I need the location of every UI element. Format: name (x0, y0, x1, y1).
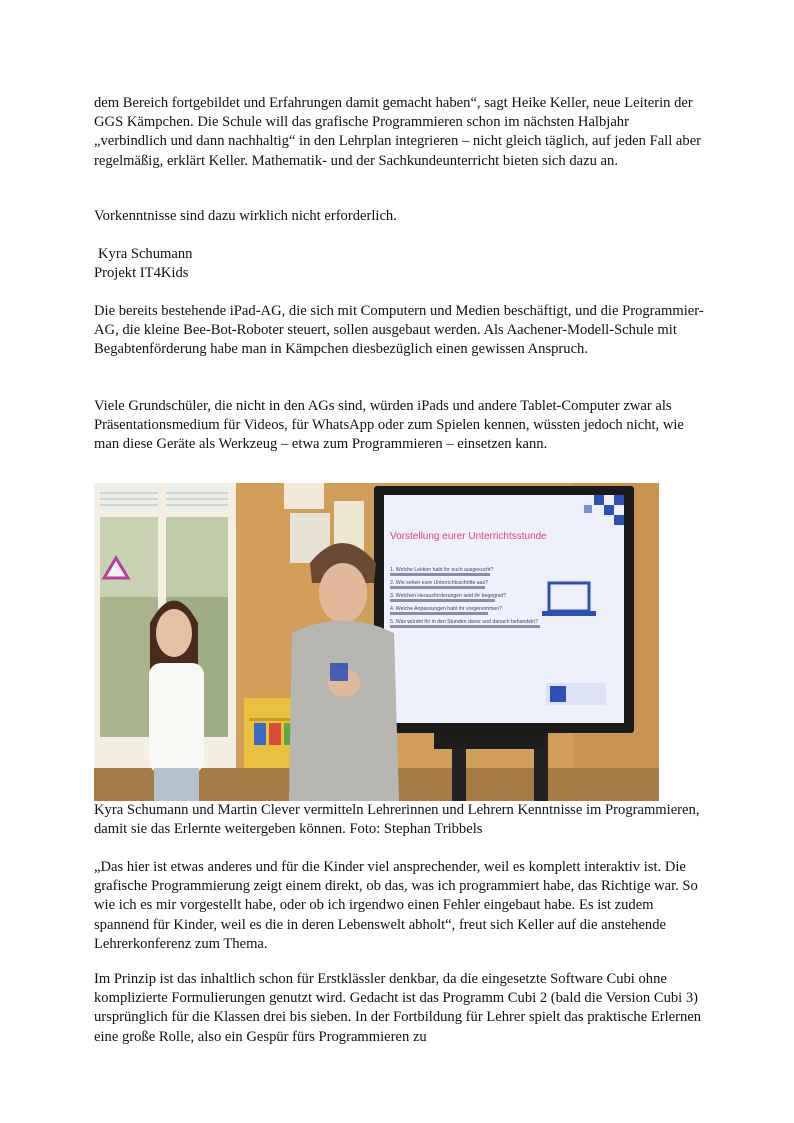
photo-caption (94, 801, 704, 839)
paragraph-keller-quote (94, 858, 704, 954)
screen-list-item: 2. Wie sehen eure Unterrichtsschritte aus? (390, 580, 489, 586)
caption-text: Kyra Schumann und Martin Clever vermitteln Lehrerinnen und Lehrern Kenntnisse im Programmieren, damit sie das Erlernte weitergeben können. Foto: Stephan Tribbels (94, 802, 700, 838)
paragraph-prerequisites (94, 207, 704, 226)
screen-list-item: 3. Welchen Herausforderungen seid ihr begegnet? (390, 593, 507, 599)
paragraph-text: Im Prinzip ist das inhaltlich schon für Erstklässler denkbar, da die eingesetzte Software Cubi ohne komplizierte Formulierungen genutzt wird. Gedacht ist das Programm Cubi 2 (bald die Version Cubi 3) ursprünglich für die Klassen drei bis sieben. In der Fortbildung für Lehrer spielt das praktische Erlernen eine große Rolle, also ein Gespür fürs Programmieren zu (94, 971, 702, 1045)
screen-title: Vorstellung eurer Unterrichtsstunde (390, 531, 547, 542)
paragraph-text: Die bereits bestehende iPad-AG, die sich mit Computern und Medien beschäftigt, und die Programmier-AG, die kleine Bee-Bot-Roboter steuert, sollen ausgebaut werden. Als Aachener-Modell-Schule mit Begabtenförderung habe man in Kämpchen diesbezüglich einen gewissen Anspruch. (94, 303, 704, 358)
paragraph-text: Viele Grundschüler, die nicht in den AGs sind, würden iPads und andere Tablet-Computer zwar als Präsentationsmedium für Videos, für WhatsApp oder zum Spielen kennen, wüssten jedoch nicht, wie man diese Geräte als Werkzeug – etwa zum Programmieren – einsetzen kann. (94, 398, 684, 453)
paragraph-ags (94, 302, 704, 360)
paragraph-cubi (94, 970, 704, 1047)
paragraph-intro (94, 94, 704, 171)
paragraph-text: „Das hier ist etwas anderes und für die Kinder viel ansprechender, weil es komplett interaktiv ist. Die grafische Programmierung zeigt einem direkt, ob das, was ich programmiert habe, das Richtige war. So wie ich es mir vorgestellt habe, oder ob ich irgendwo einen Fehler eingebaut habe. Es ist zudem spannend für Kinder, weil es die in deren Lebenswelt abholt“, freut sich Keller auf die anstehende Lehrerkonferenz zum Thema. (94, 859, 698, 952)
article-photo (94, 483, 659, 801)
quote-organization: Projekt IT4Kids (94, 265, 189, 282)
screen-list-item: 4. Welche Anpassungen habt ihr vorgenommen? (390, 606, 503, 612)
paragraph-text: dem Bereich fortgebildet und Erfahrungen damit gemacht haben“, sagt Heike Keller, neue Leiterin der GGS Kämpchen. Die Schule will das grafische Programmieren schon im nächsten Halbjahr „verbindlich und dann nachhaltig“ in den Lehrplan integrieren – nicht gleich täglich, auf jeden Fall aber regelmäßig, erklärt Keller. Mathematik- und der Sachkundeunterricht bieten sich dazu an. (94, 95, 702, 169)
quote-author: Kyra Schumann (98, 246, 193, 262)
quote-attribution (94, 245, 704, 283)
classroom-photo-illustration (94, 483, 659, 801)
screen-list-item: 1. Welche Lektion habt ihr euch ausgesucht? (390, 567, 494, 573)
paragraph-text: Vorkenntnisse sind dazu wirklich nicht erforderlich. (94, 208, 397, 224)
screen-list-item: 5. Was würdet ihr in den Stunden davor und danach behandeln? (390, 619, 539, 625)
paragraph-tablets (94, 397, 704, 455)
